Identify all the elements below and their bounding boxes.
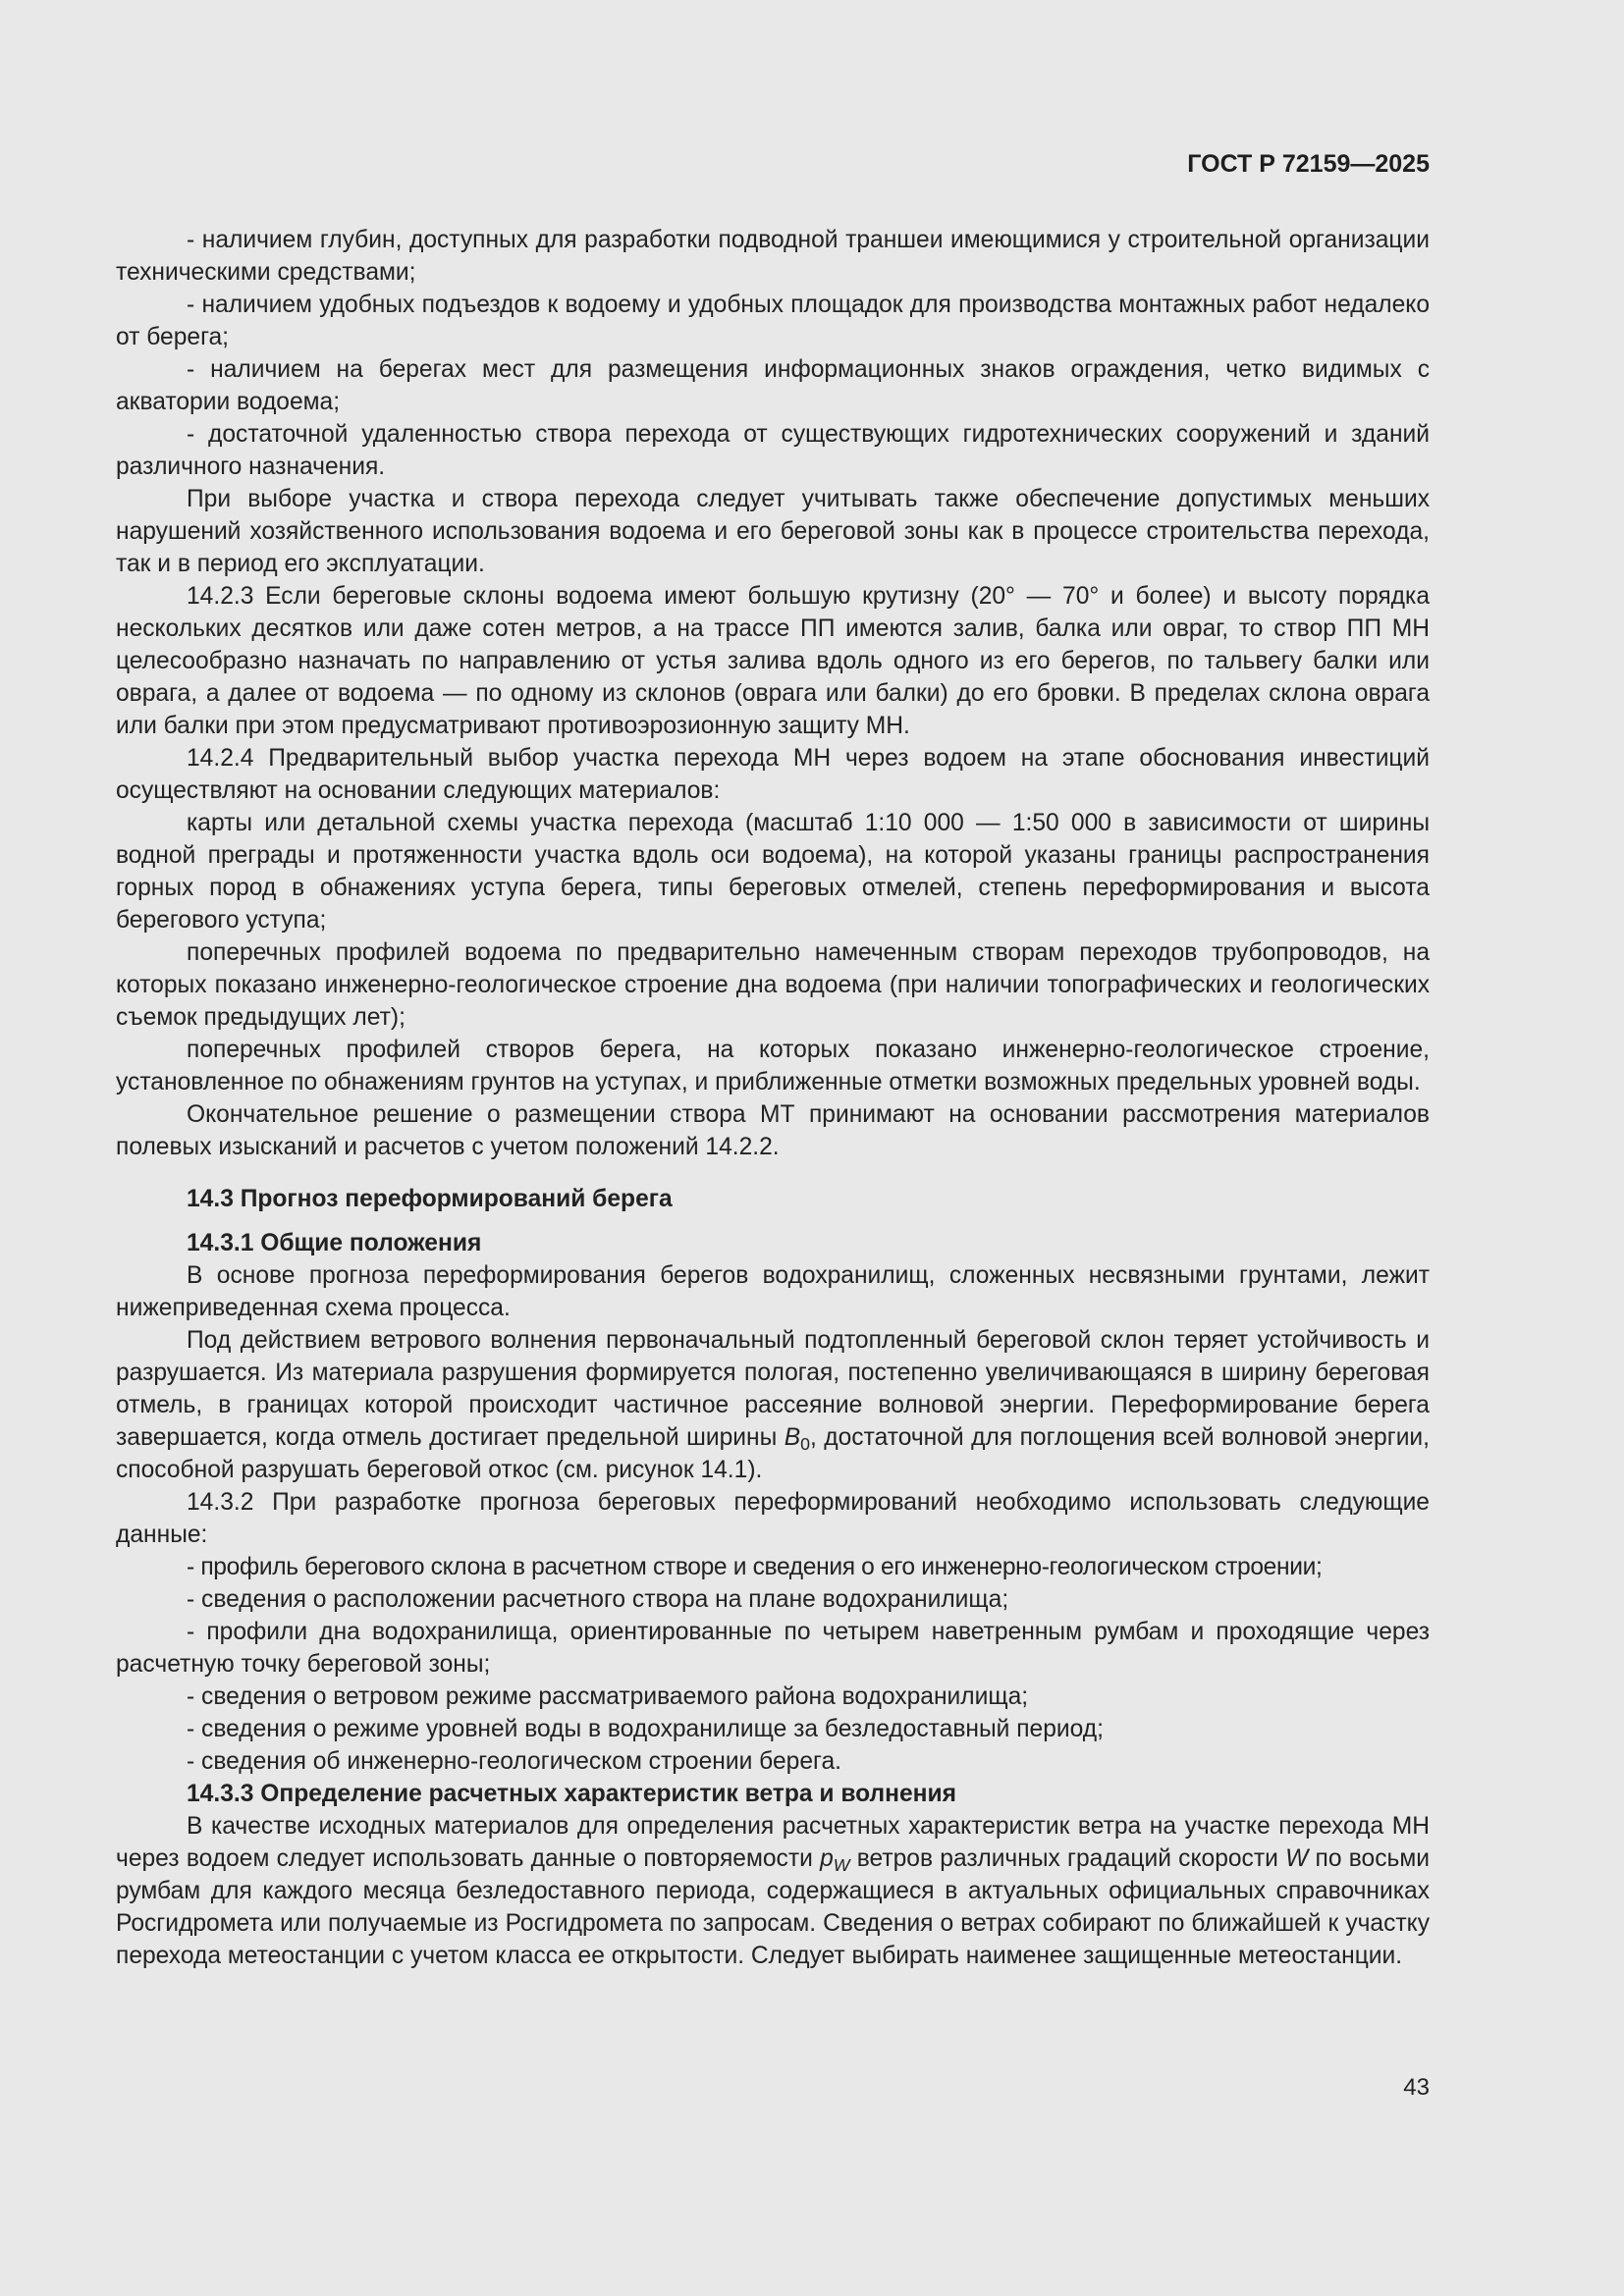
subscript: [834, 1855, 850, 1875]
paragraph-clause-14-2-4: 14.2.4 Предварительный выбор участка перехода МН через водоем на этапе обоснования инвестиций осуществляют на основании следующих материалов:: [116, 745, 1430, 804]
list-item: - сведения о режиме уровней воды в водохранилище за безледоставный период;: [187, 1716, 1104, 1742]
list-item: - наличием удобных подъездов к водоему и удобных площадок для производства монтажных работ недалеко от берега;: [116, 292, 1430, 350]
document-body: [116, 224, 1430, 1972]
list-item: - профили дна водохранилища, ориентированные по четырем наветренным румбам и проходящие через расчетную точку береговой зоны;: [116, 1619, 1430, 1678]
list-item: - сведения о расположении расчетного створа на плане водохранилища;: [187, 1586, 1009, 1613]
page-number: 43: [1403, 2074, 1430, 2101]
list-item: - сведения о ветровом режиме рассматриваемого района водохранилища;: [187, 1683, 1029, 1710]
symbol-p: p: [820, 1845, 834, 1872]
symbol-w-subscript: W: [833, 1854, 850, 1875]
text-run: Под действием ветрового волнения первоначальный подтопленный береговой склон теряет устойчивость и разрушается. Из материала разрушения формируется пологая, постепенно увеличивающаяся в ширину береговая отмель, в границах которой происходит частичное рассеяние волновой энергии. Переформирование берега завершается, когда отмель достигает предельной ширины: [116, 1327, 1430, 1451]
list-item: поперечных профилей водоема по предварительно намеченным створам переходов трубопроводов, на которых показано инженерно-геологическое строение дна водоема (при наличии топографических и геологических съемок предыдущих лет);: [116, 939, 1430, 1031]
list-item: поперечных профилей створов берега, на которых показано инженерно-геологическое строение, установленное по обнажениям грунтов на уступах, и приближенные отметки возможных предельных уровней воды.: [116, 1037, 1430, 1095]
text-run: по восьми румбам для каждого месяца безледоставного периода, содержащиеся в актуальных официальных справочниках Росгидромета или получаемые из Росгидромета по запросам. Сведения о ветрах собирают по ближайшей к участку перехода метеостанции с учетом класса ее открытости. Следует выбирать наименее защищенные метеостанции.: [116, 1845, 1430, 1969]
list-item: - сведения об инженерно-геологическом строении берега.: [187, 1748, 841, 1775]
list-item: карты или детальной схемы участка перехода (масштаб 1:10 000 — 1:50 000 в зависимости от ширины водной преграды и протяженности участка вдоль оси водоема), на которой указаны границы распространения горных пород в обнажениях уступа берега, типы береговых отмелей, степень переформирования и высота берегового уступа;: [116, 810, 1430, 934]
list-item: - наличием на берегах мест для размещения информационных знаков ограждения, четко видимых с акватории водоема;: [116, 356, 1430, 415]
paragraph: Окончательное решение о размещении створа МТ принимают на основании рассмотрения материалов полевых изысканий и расчетов с учетом положений 14.2.2.: [116, 1101, 1430, 1160]
document-header: ГОСТ Р 72159—2025: [1187, 150, 1430, 178]
paragraph-formula-text: [116, 1810, 1430, 1972]
list-item: - достаточной удаленностью створа перехода от существующих гидротехнических сооружений и зданий различного назначения.: [116, 421, 1430, 480]
text-run: В качестве исходных материалов для определения расчетных характеристик ветра на участке перехода МН через водоем следует использовать данные о повторяемости: [116, 1813, 1430, 1872]
subsection-heading-14-3-1: 14.3.1 Общие положения: [187, 1230, 482, 1256]
paragraph-formula-text: [116, 1324, 1430, 1486]
paragraph: В основе прогноза переформирования берегов водохранилищ, сложенных несвязными грунтами, лежит нижеприведенная схема процесса.: [116, 1262, 1430, 1321]
subscript: 0: [800, 1433, 810, 1454]
list-item: - наличием глубин, доступных для разработки подводной траншеи имеющимися у строительной организации техническими средствами;: [116, 227, 1430, 286]
paragraph-clause-14-2-3: 14.2.3 Если береговые склоны водоема имеют большую крутизну (20° — 70° и более) и высоту порядка нескольких десятков или даже сотен метров, а на трассе ПП имеются залив, балка или овраг, то створ ПП МН целесообразно назначать по направлению от устья залива вдоль одного из его берегов, по тальвегу балки или оврага, а далее от водоема — по одному из склонов (оврага или балки) до его бровки. В пределах склона оврага или балки при этом предусматривают противоэрозионную защиту МН.: [116, 583, 1430, 739]
symbol-b: B: [784, 1424, 801, 1451]
symbol-w: W: [1285, 1845, 1309, 1872]
paragraph-clause-14-3-2: 14.3.2 При разработке прогноза береговых переформирований необходимо использовать следующие данные:: [116, 1489, 1430, 1548]
text-run: ветров различных градаций скорости: [849, 1845, 1286, 1872]
text-run: , достаточной для поглощения всей волновой энергии, способной разрушать береговой откос (см. рисунок 14.1).: [116, 1424, 1430, 1483]
section-heading-14-3: 14.3 Прогноз переформирований берега: [187, 1186, 673, 1212]
list-item: - профиль берегового склона в расчетном створе и сведения о его инженерно-геологическом строении;: [187, 1554, 1323, 1580]
paragraph: При выборе участка и створа перехода следует учитывать также обеспечение допустимых меньших нарушений хозяйственного использования водоема и его береговой зоны как в процессе строительства перехода, так и в период его эксплуатации.: [116, 486, 1430, 577]
subsection-heading-14-3-3: 14.3.3 Определение расчетных характеристик ветра и волнения: [187, 1781, 957, 1807]
